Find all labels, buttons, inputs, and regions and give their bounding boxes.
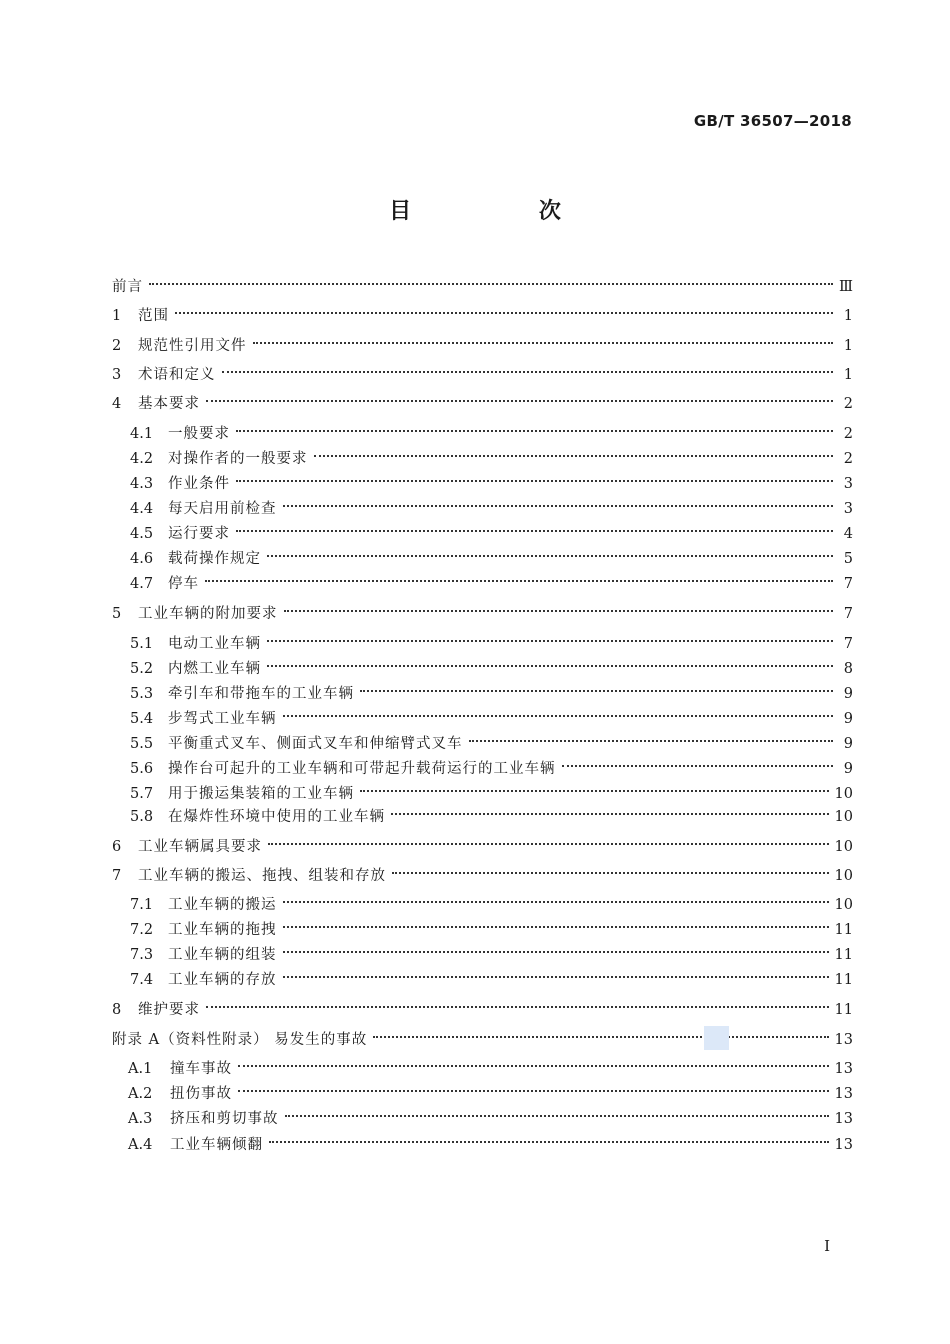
toc-entry-page: 3 — [843, 501, 853, 517]
toc-entry-number: 7.2 — [130, 922, 154, 938]
toc-entry[interactable] — [128, 1133, 853, 1153]
toc-entry-label: 附录 A（资料性附录） 易发生的事故 — [112, 1032, 368, 1048]
dot-leader — [373, 1022, 828, 1038]
dot-leader — [283, 937, 829, 953]
toc-entry-number: 7 — [112, 868, 122, 884]
toc-entry-page: 1 — [843, 338, 853, 354]
dot-leader — [238, 1051, 829, 1067]
toc-entry-page: 8 — [843, 661, 853, 677]
toc-entry-label: 对操作者的一般要求 — [168, 451, 308, 467]
toc-entry-page: 5 — [843, 551, 853, 567]
toc-entry-page: 11 — [834, 947, 853, 963]
toc-entry-label: 一般要求 — [168, 426, 230, 442]
toc-entry-page: 13 — [834, 1111, 853, 1127]
dot-leader — [562, 751, 834, 767]
dot-leader — [238, 1076, 829, 1092]
toc-entry-page: 9 — [843, 711, 853, 727]
toc-entry-label: 用于搬运集装箱的工业车辆 — [168, 786, 354, 802]
dot-leader — [206, 386, 833, 402]
toc-entry-page: 3 — [843, 476, 853, 492]
toc-entry-number: 7.1 — [130, 897, 154, 913]
toc-entry-label: 平衡重式叉车、侧面式叉车和伸缩臂式叉车 — [168, 736, 463, 752]
toc-entry-label: 停车 — [168, 576, 199, 592]
dot-leader — [149, 269, 833, 285]
toc-entry-label: 术语和定义 — [138, 367, 216, 383]
dot-leader — [236, 466, 833, 482]
toc-entry-label: 作业条件 — [168, 476, 230, 492]
page-number: I — [824, 1237, 830, 1255]
toc-entry[interactable] — [128, 1082, 853, 1102]
dot-leader — [269, 1127, 829, 1143]
toc-entry-number: 7.3 — [130, 947, 154, 963]
dot-leader — [360, 676, 833, 692]
toc-entry[interactable] — [112, 363, 853, 383]
toc-entry[interactable] — [112, 275, 853, 295]
toc-entry[interactable] — [130, 497, 853, 517]
dot-leader — [283, 887, 829, 903]
dot-leader — [268, 829, 829, 845]
toc-entry[interactable] — [130, 732, 853, 752]
toc-entry-number: 6 — [112, 839, 122, 855]
toc-entry-number: 5.3 — [130, 686, 154, 702]
toc-entry-number: 4.4 — [130, 501, 154, 517]
toc-entry[interactable] — [130, 893, 853, 913]
toc-entry-label: 每天启用前检查 — [168, 501, 277, 517]
toc-entry-number: 4.1 — [130, 426, 154, 442]
dot-leader — [267, 651, 833, 667]
toc-entry-page: 9 — [843, 761, 853, 777]
toc-entry-label: 内燃工业车辆 — [168, 661, 261, 677]
toc-entry[interactable] — [130, 522, 853, 542]
toc-entry-label: 工业车辆的附加要求 — [138, 606, 278, 622]
toc-entry[interactable] — [130, 472, 853, 492]
dot-leader — [267, 626, 833, 642]
toc-entry[interactable] — [128, 1107, 853, 1127]
toc-entry-label: 工业车辆的拖拽 — [168, 922, 277, 938]
toc-entry-label: 操作台可起升的工业车辆和可带起升载荷运行的工业车辆 — [168, 761, 556, 777]
toc-entry-number: A.1 — [128, 1061, 153, 1077]
toc-entry-label: 挤压和剪切事故 — [170, 1111, 279, 1127]
dot-leader — [284, 596, 834, 612]
toc-entry[interactable] — [112, 304, 853, 324]
toc-entry-number: 4 — [112, 396, 122, 412]
toc-entry-page: 7 — [843, 636, 853, 652]
toc-entry-page: 13 — [834, 1032, 853, 1048]
toc-entry-number: 4.5 — [130, 526, 154, 542]
toc-entry-page: 9 — [843, 736, 853, 752]
toc-entry-number: 5.7 — [130, 786, 154, 802]
dot-leader — [205, 566, 833, 582]
toc-entry-page: 10 — [834, 809, 853, 825]
toc-entry-number: 4.3 — [130, 476, 154, 492]
toc-entry-label: 范围 — [138, 308, 169, 324]
toc-entry-label: 载荷操作规定 — [168, 551, 261, 567]
toc-entry[interactable] — [130, 968, 853, 988]
toc-entry-number: 5.5 — [130, 736, 154, 752]
dot-leader — [236, 516, 833, 532]
toc-entry[interactable] — [130, 757, 853, 777]
toc-entry-page: 2 — [843, 396, 853, 412]
toc-entry-label: 工业车辆的组装 — [168, 947, 277, 963]
toc-entry-page: 11 — [834, 972, 853, 988]
toc-entry[interactable] — [112, 835, 853, 855]
dot-leader — [283, 491, 834, 507]
dot-leader — [283, 912, 829, 928]
toc-entry-label: 扭伤事故 — [170, 1086, 232, 1102]
dot-leader — [285, 1101, 829, 1117]
toc-entry-label: 撞车事故 — [170, 1061, 232, 1077]
toc-entry-number: 4.7 — [130, 576, 154, 592]
toc-entry-page: 1 — [843, 308, 853, 324]
toc-entry-page: 13 — [834, 1137, 853, 1153]
toc-entry-label: 工业车辆的搬运 — [168, 897, 277, 913]
toc-entry-label: 工业车辆倾翻 — [170, 1137, 263, 1153]
toc-entry-page: 10 — [834, 897, 853, 913]
page-title: 目 次 — [389, 199, 621, 224]
selection-highlight — [704, 1026, 729, 1050]
toc-entry[interactable] — [128, 1057, 853, 1077]
toc-entry[interactable] — [130, 547, 853, 567]
dot-leader — [360, 776, 829, 792]
toc-entry-page: 13 — [834, 1061, 853, 1077]
toc-entry[interactable] — [130, 657, 853, 677]
dot-leader — [469, 726, 834, 742]
toc-entry-page: 4 — [843, 526, 853, 542]
toc-entry-number: 7.4 — [130, 972, 154, 988]
toc-entry[interactable] — [130, 632, 853, 652]
toc-entry-page: 2 — [843, 426, 853, 442]
toc-entry-number: 3 — [112, 367, 122, 383]
toc-entry-number: 5.4 — [130, 711, 154, 727]
toc-entry-label: 工业车辆的存放 — [168, 972, 277, 988]
toc-entry-page: 11 — [834, 1002, 853, 1018]
dot-leader — [314, 441, 834, 457]
toc-entry-page: 10 — [834, 868, 853, 884]
dot-leader — [391, 799, 829, 815]
toc-entry-page: 11 — [834, 922, 853, 938]
toc-entry-label: 步驾式工业车辆 — [168, 711, 277, 727]
toc-entry-number: 5.6 — [130, 761, 154, 777]
toc-entry[interactable] — [130, 918, 853, 938]
dot-leader — [283, 701, 834, 717]
toc-entry-page: 7 — [843, 606, 853, 622]
toc-entry-number: 8 — [112, 1002, 122, 1018]
toc-entry-page: 13 — [834, 1086, 853, 1102]
toc-entry-number: 4.2 — [130, 451, 154, 467]
toc-entry-page: 9 — [843, 686, 853, 702]
toc-entry-number: 5.2 — [130, 661, 154, 677]
toc-entry[interactable] — [112, 334, 853, 354]
toc-entry-label: 规范性引用文件 — [138, 338, 247, 354]
toc-entry[interactable] — [112, 998, 853, 1018]
toc-entry-label: 工业车辆属具要求 — [138, 839, 262, 855]
dot-leader — [236, 416, 833, 432]
toc-entry-page: 2 — [843, 451, 853, 467]
toc-entry-label: 运行要求 — [168, 526, 230, 542]
toc-entry[interactable] — [130, 447, 853, 467]
toc-entry[interactable] — [112, 392, 853, 412]
toc-entry[interactable] — [130, 682, 853, 702]
toc-entry-page: 7 — [843, 576, 853, 592]
toc-entry[interactable] — [130, 572, 853, 592]
toc-entry[interactable] — [112, 602, 853, 622]
toc-entry-label: 在爆炸性环境中使用的工业车辆 — [168, 809, 385, 825]
toc-entry-number: A.2 — [128, 1086, 153, 1102]
dot-leader — [267, 541, 833, 557]
toc-entry-page: 1 — [843, 367, 853, 383]
toc-entry-number: A.3 — [128, 1111, 153, 1127]
toc-entry[interactable] — [130, 805, 853, 825]
toc-entry-label: 维护要求 — [138, 1002, 200, 1018]
toc-entry-number: 5 — [112, 606, 122, 622]
toc-entry-label: 工业车辆的搬运、拖拽、组装和存放 — [138, 868, 386, 884]
standard-code: GB/T 36507—2018 — [693, 112, 852, 130]
toc-entry[interactable] — [130, 943, 853, 963]
toc-entry-label: 电动工业车辆 — [168, 636, 261, 652]
toc-entry-number: 5.8 — [130, 809, 154, 825]
toc-entry-number: A.4 — [128, 1137, 153, 1153]
toc-entry-label: 牵引车和带拖车的工业车辆 — [168, 686, 354, 702]
toc-entry-page: 10 — [834, 786, 853, 802]
toc-entry-number: 4.6 — [130, 551, 154, 567]
toc-entry-number: 5.1 — [130, 636, 154, 652]
toc-entry-number: 1 — [112, 308, 122, 324]
toc-entry-label: 基本要求 — [138, 396, 200, 412]
dot-leader — [222, 357, 834, 373]
toc-entry[interactable] — [130, 422, 853, 442]
toc-entry[interactable] — [112, 1028, 853, 1048]
toc-entry[interactable] — [112, 864, 853, 884]
dot-leader — [175, 298, 833, 314]
toc-entry-page: Ⅲ — [839, 279, 853, 295]
dot-leader — [253, 328, 834, 344]
toc-entry[interactable] — [130, 707, 853, 727]
toc-entry-number: 2 — [112, 338, 122, 354]
dot-leader — [392, 858, 829, 874]
toc-entry-page: 10 — [834, 839, 853, 855]
dot-leader — [206, 992, 829, 1008]
dot-leader — [283, 962, 829, 978]
toc-entry-label: 前言 — [112, 279, 143, 295]
